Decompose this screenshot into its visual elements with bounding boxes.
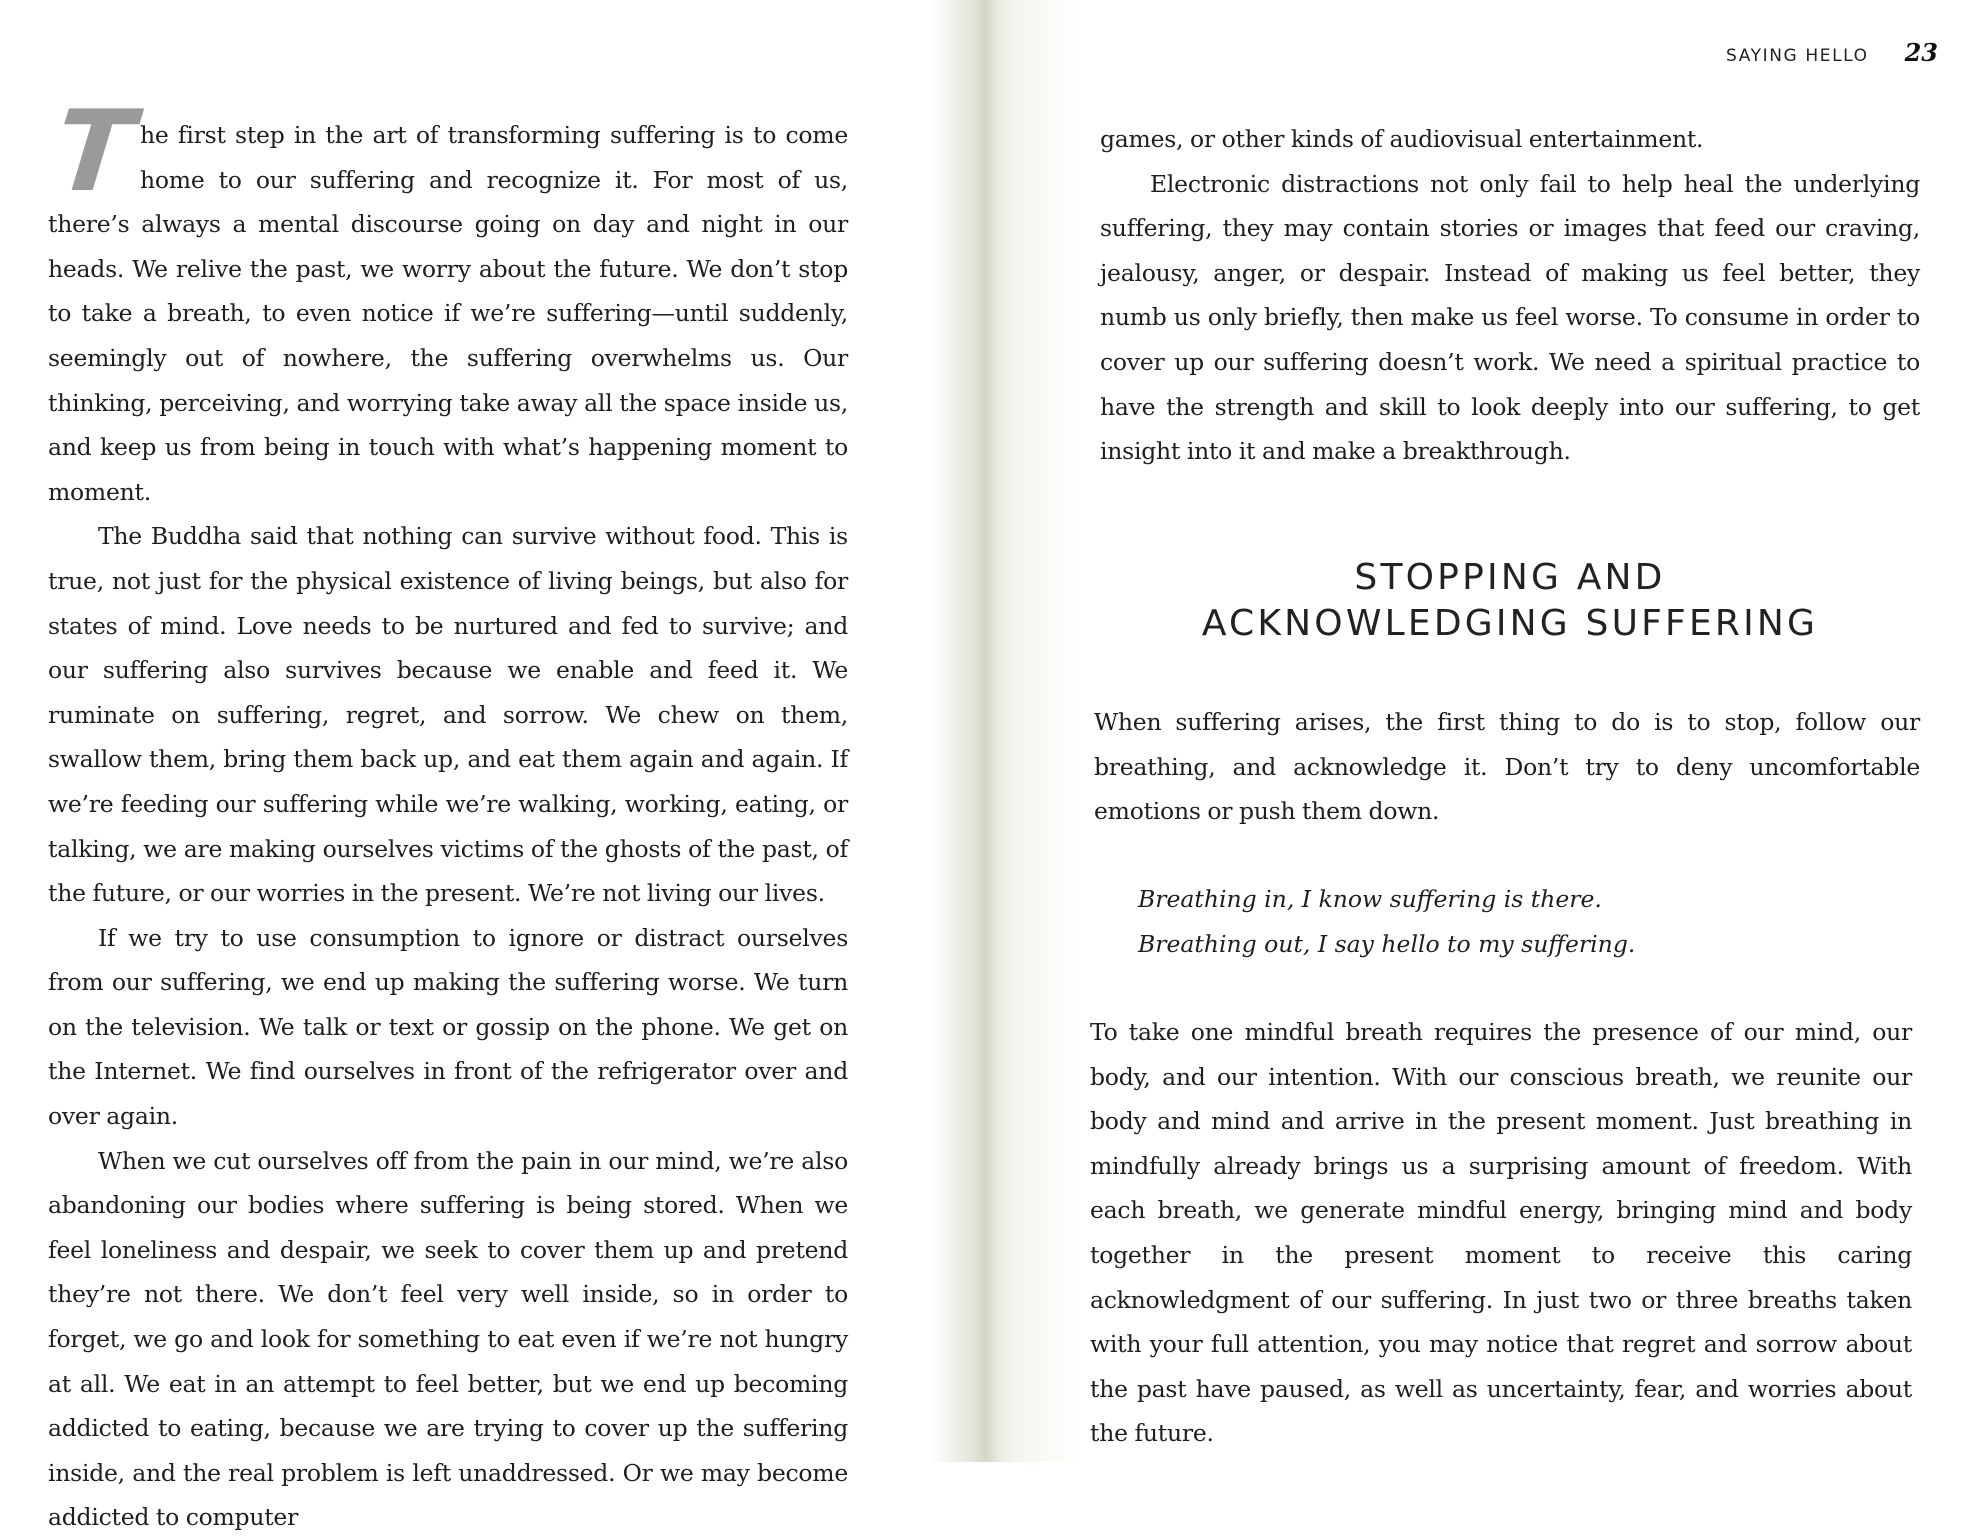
- right-page-mid-text: [1094, 700, 1920, 834]
- breathing-verse: [1138, 877, 1635, 966]
- drop-cap: T: [49, 87, 139, 217]
- section-heading-line: ACKNOWLEDGING SUFFERING: [1201, 603, 1819, 644]
- book-gutter: [930, 0, 1020, 1462]
- page-number: 23: [1904, 38, 1938, 67]
- continued-paragraph: games, or other kinds of audiovisual entertainment.: [1100, 125, 1704, 153]
- section-heading-line: STOPPING AND: [1354, 557, 1666, 598]
- verse-line: Breathing out, I say hello to my suffering.: [1138, 929, 1636, 958]
- verse-line: Breathing in, I know suffering is there.: [1138, 885, 1602, 913]
- left-page-text: [48, 87, 848, 1540]
- running-head: [1726, 38, 1938, 67]
- body-paragraph: If we try to use consumption to ignore or distract ourselves from our suffering, we end up making the suffering worse. We turn on the television. We talk or text or gossip on the phone. We get on the Internet. We find ourselves in front of the refrigerator over and over again.: [48, 923, 848, 1131]
- body-paragraph: To take one mindful breath requires the presence of our mind, our body, and our intention. With our conscious breath, we reunite our body and mind and arrive in the present moment. Just breathing in mindfully already brings us a surprising amount of freedom. With each breath, we generate mindful energy, bringing mind and body together in the present moment to receive this caring acknowledgment of our suffering. In just two or three breaths taken with your full attention, you may notice that regret and sorrow about the past have paused, as well as uncertainty, fear, and worries about the future.: [1090, 1018, 1912, 1448]
- body-paragraph: When we cut ourselves off from the pain in our mind, we’re also abandoning our bodies where suffering is being stored. When we feel loneliness and despair, we seek to cover them up and pretend they’re not there. We don’t feel very well inside, so in order to forget, we go and look for something to eat even if we’re not hungry at all. We eat in an attempt to feel better, but we end up becoming addicted to eating, because we are trying to cover up the suffering inside, and the real problem is left unaddressed. Or we may become addicted to computer: [48, 1146, 848, 1532]
- right-page-bottom-text: [1090, 1010, 1912, 1456]
- left-page: [0, 0, 950, 1532]
- running-head-title: SAYING HELLO: [1726, 46, 1869, 66]
- body-paragraph: Electronic distractions not only fail to help heal the underlying suffering, they may contain stories or images that feed our craving, jealousy, anger, or despair. Instead of making us feel better, they numb us only briefly, then make us feel worse. To consume in order to cover up our suffering doesn’t work. We need a spiritual practice to have the strength and skill to look deeply into our suffering, to get insight into it and make a breakthrough.: [1100, 169, 1920, 466]
- section-heading: [1100, 555, 1920, 647]
- body-paragraph: The Buddha said that nothing can survive without food. This is true, not just for the physical existence of living beings, but also for states of mind. Love needs to be nurtured and fed to survive; and our suffering also survives because we enable and feed it. We ruminate on suffering, regret, and sorrow. We chew on them, swallow them, bring them back up, and eat them again and again. If we’re feeding our suffering while we’re walking, working, eating, or talking, we are making ourselves victims of the ghosts of the past, of the future, or our worries in the present. We’re not living our lives.: [48, 522, 848, 908]
- body-paragraph: When suffering arises, the first thing to do is to stop, follow our breathing, and acknowledge it. Don’t try to deny uncomfortable emotions or push them down.: [1094, 708, 1920, 826]
- right-page-top-text: [1100, 117, 1920, 474]
- opening-paragraph: [48, 87, 848, 514]
- opening-paragraph-text: he first step in the art of transforming suffering is to come home to our suffering and recognize it. For most of us, there’s always a mental discourse going on day and night in our heads. We relive the past, we worry about the future. We don’t stop to take a breath, to even notice if we’re suffering—until suddenly, seemingly out of nowhere, the suffering overwhelms us. Our thinking, perceiving, and worrying take away all the space inside us, and keep us from being in touch with what’s happening moment to moment.: [48, 121, 848, 506]
- right-page: [1020, 0, 1968, 1462]
